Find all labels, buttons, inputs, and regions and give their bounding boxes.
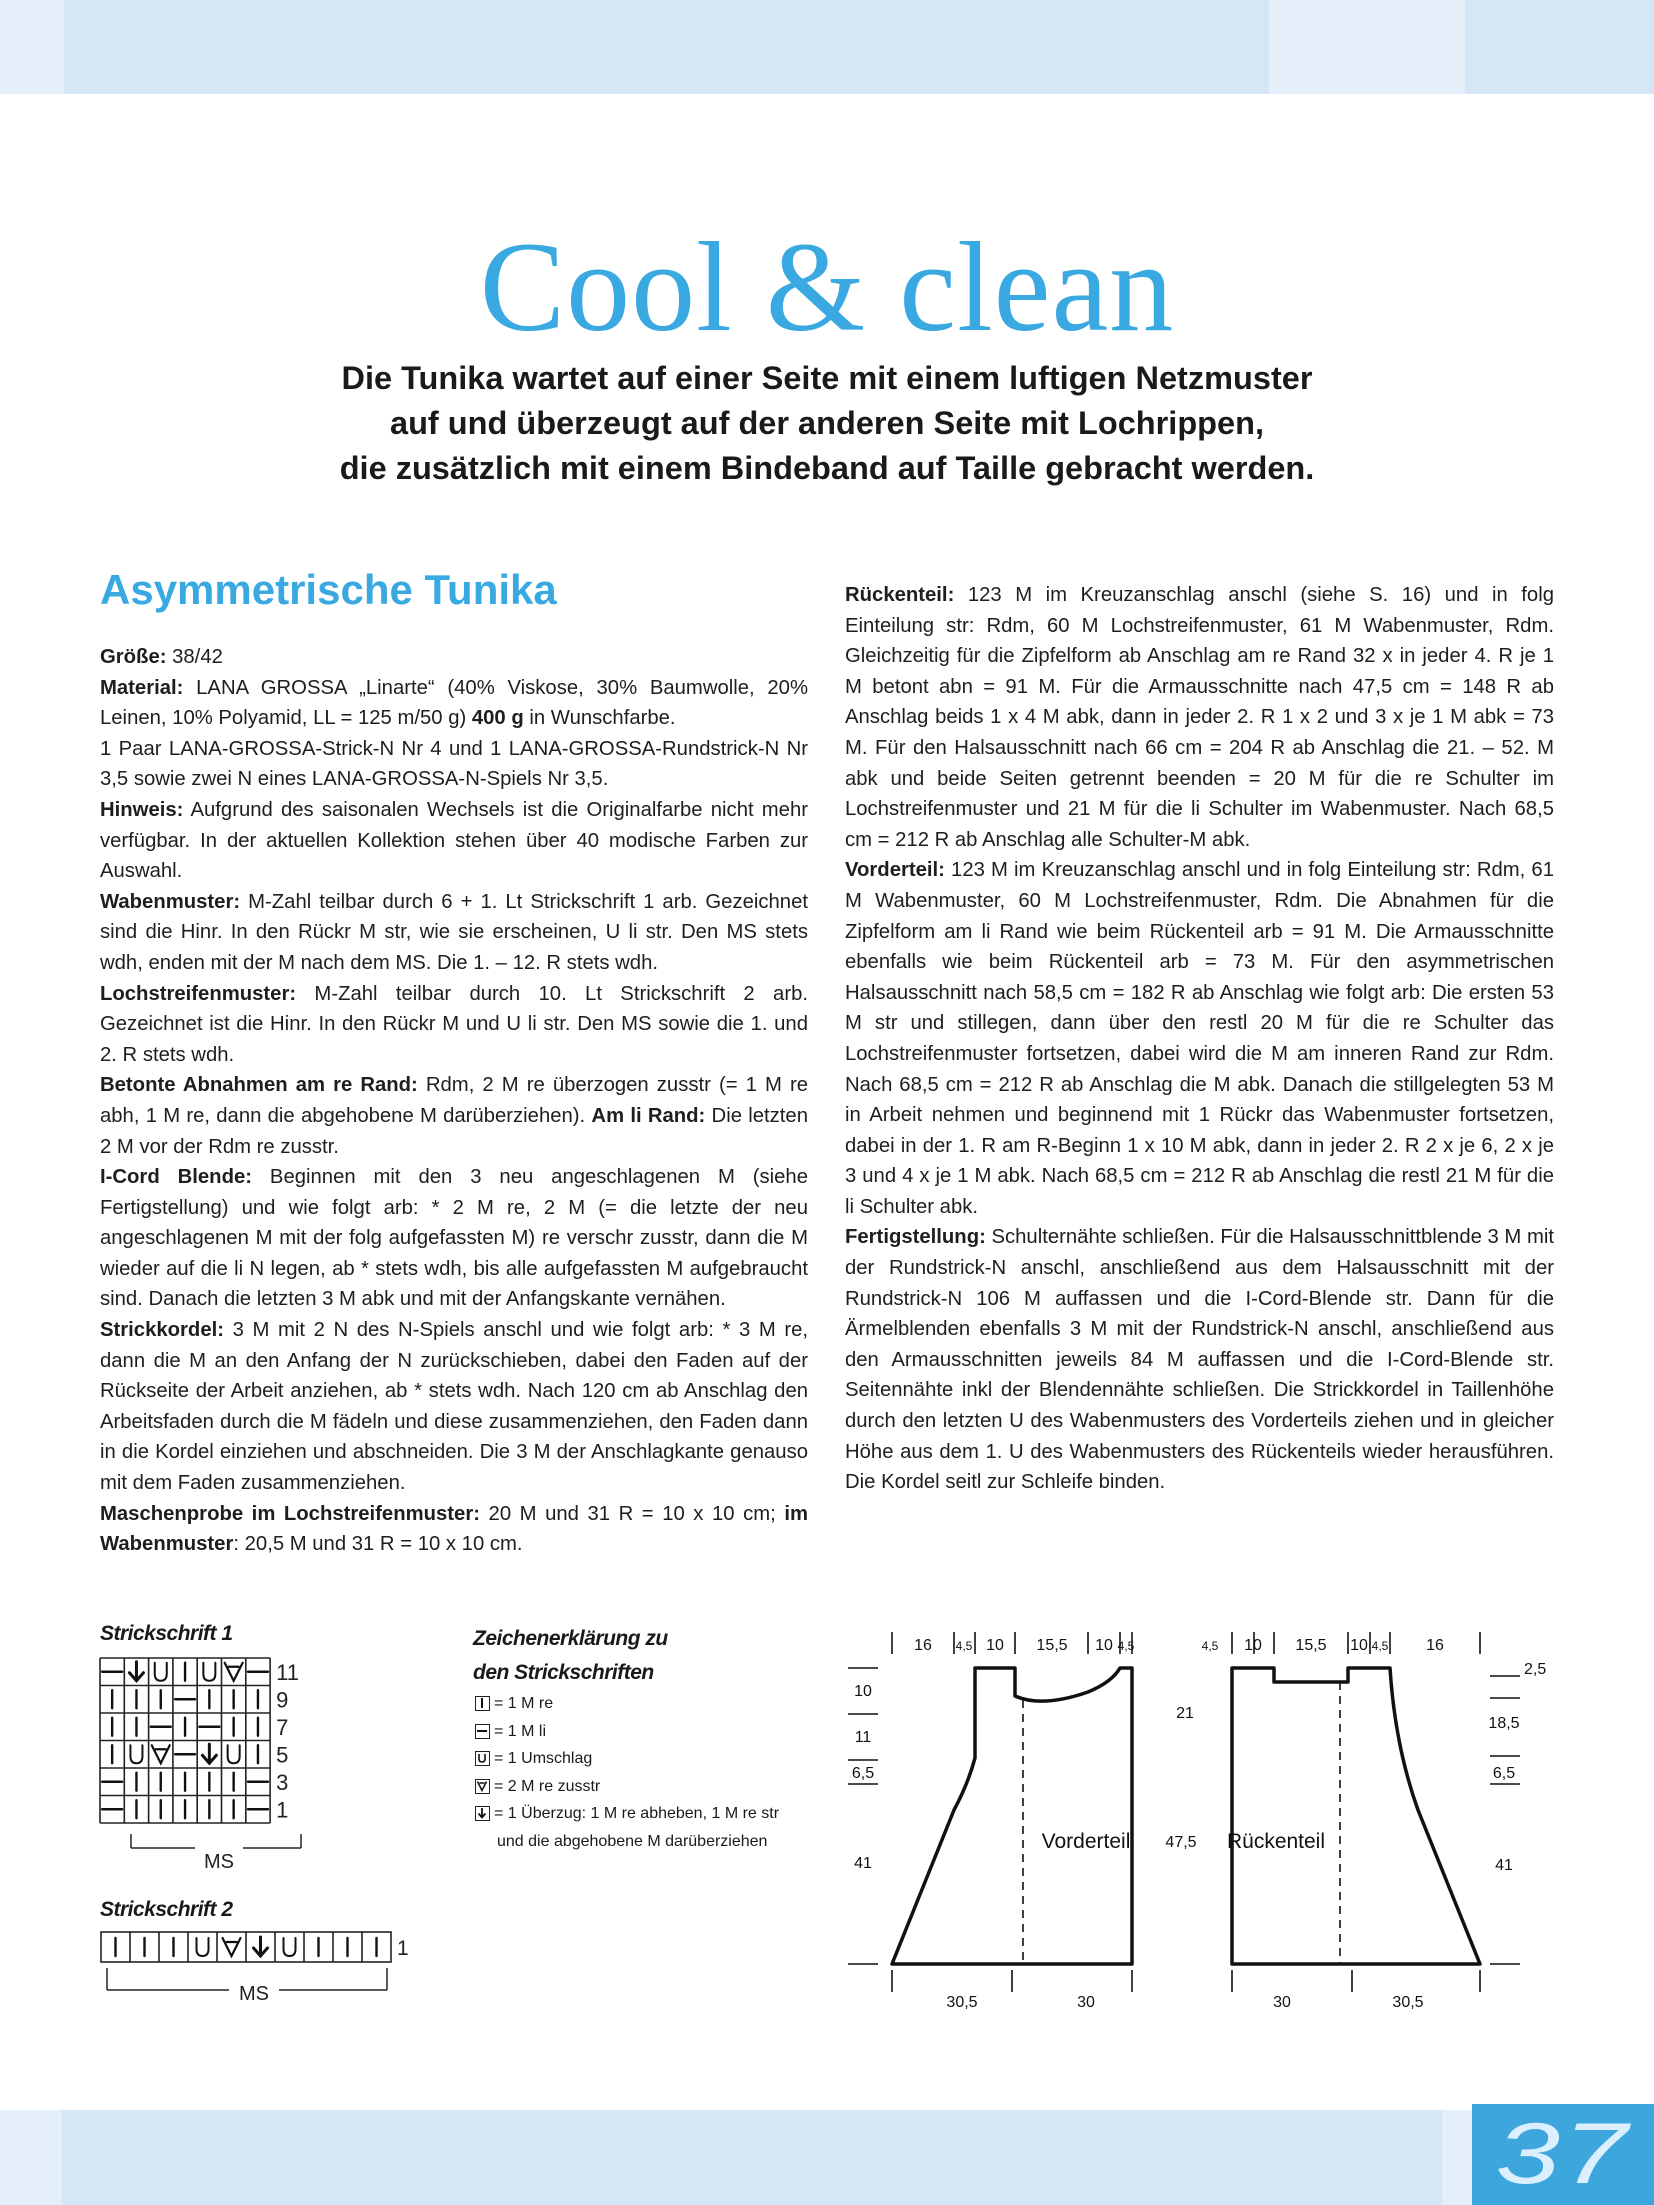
- dimension-label: 4,5: [955, 1639, 973, 1653]
- legend-caption-line: Zeichenerklärung zu: [473, 1627, 668, 1650]
- purl-symbol-icon: [475, 1724, 490, 1739]
- legend-item: [475, 1745, 835, 1773]
- page-title: Cool & clean: [479, 216, 1175, 358]
- stitch-symbol-icon: [203, 1663, 215, 1681]
- legend-caption: [473, 1622, 668, 1690]
- dimension-label: 41: [854, 1855, 872, 1872]
- dimension-label: 15,5: [1036, 1637, 1068, 1654]
- paragraph-label: Rückenteil:: [845, 584, 955, 606]
- paragraph-text: 3 M mit 2 N des N-Spiels anschl und wie folgt arb: * 3 M re, dann die M an den Anfang der N zurückschieben, dabei den Faden auf der Rückseite der Arbeit anziehen, ab * stets wdh. Nach 120 cm ab Anschlag den Arbeitsfaden durch die M fädeln und diese zusammenziehen, den Faden dann in die Kordel einziehen und abschneiden. Die 3 M der Anschlagkante genauso mit dem Faden zusammenziehen.: [100, 1319, 808, 1495]
- back-piece-outline: [1232, 1668, 1480, 1964]
- dimension-label: 10: [1244, 1637, 1262, 1654]
- chart1-ms-label: MS: [204, 1851, 234, 1873]
- chart2-ms-label: MS: [239, 1983, 269, 2005]
- instruction-paragraph: [100, 642, 808, 673]
- dimension-label: 4,5: [1201, 1639, 1219, 1653]
- instruction-paragraph: [100, 734, 808, 795]
- paragraph-label: Hinweis:: [100, 798, 184, 821]
- stitch-symbol-icon: [228, 1745, 240, 1763]
- dimension-label: 6,5: [1492, 1765, 1516, 1782]
- k2tog-symbol-icon: [475, 1779, 490, 1794]
- dimension-label: 4,5: [1371, 1639, 1389, 1653]
- legend-item: [475, 1718, 835, 1746]
- chart2-caption: Strickschrift 2: [100, 1898, 233, 1921]
- instruction-paragraph: [845, 1222, 1554, 1497]
- chart1-row-number: 9: [276, 1687, 289, 1713]
- paragraph-text: LANA GROSSA „Linarte“ (40% Viskose, 30% Baumwolle, 20% Leinen, 10% Polyamid, LL = 125 m/50 g): [100, 676, 808, 730]
- paragraph-label: I-Cord Blende:: [100, 1166, 252, 1189]
- front-piece-label: Vorderteil: [1041, 1830, 1131, 1853]
- paragraph-label: Vorderteil:: [845, 859, 945, 882]
- paragraph-label: Lochstreifenmuster:: [100, 982, 297, 1005]
- dimension-label: 16: [914, 1637, 932, 1654]
- stitch-symbol-icon: [130, 1745, 142, 1763]
- paragraph-text: 20 M und 31 R = 10 x 10 cm;: [480, 1502, 785, 1525]
- stitch-symbol-icon: [225, 1663, 243, 1681]
- article-heading: Asymmetrische Tunika: [100, 566, 557, 613]
- dimension-label: 16: [1426, 1637, 1444, 1654]
- instruction-paragraph: [845, 580, 1554, 855]
- chart1-row-number: 3: [276, 1769, 289, 1795]
- paragraph-text: 1 Paar LANA-GROSSA-Strick-N Nr 4 und 1 LANA-GROSSA-Rundstrick-N Nr 3,5 sowie zwei N eines LANA-GROSSA-N-Spiels Nr 3,5.: [100, 737, 808, 791]
- yarn-over-symbol-icon: [475, 1751, 490, 1766]
- paragraph-label: Material:: [100, 676, 184, 699]
- paragraph-text: M-Zahl teilbar durch 10. Lt Strickschrift 2 arb. Gezeichnet ist die Hinr. In den Rückr M und U li str. Den MS sowie die 1. und 2. R stets wdh.: [100, 982, 808, 1066]
- stitch-symbol-icon: [155, 1663, 167, 1681]
- instruction-paragraph: [100, 673, 808, 734]
- instruction-paragraph: [100, 979, 808, 1071]
- instructions-left-column: [100, 642, 808, 1560]
- chart1-row-number: 7: [276, 1714, 289, 1740]
- skp-symbol-icon: [475, 1806, 490, 1821]
- legend-list: [475, 1690, 835, 1855]
- stitch-symbol-icon: [129, 1662, 143, 1681]
- dimension-label: 4,5: [1117, 1639, 1135, 1653]
- page-number-text: 37: [1495, 2106, 1631, 2202]
- legend-caption-line: den Strickschriften: [473, 1661, 654, 1684]
- top-band: [0, 0, 1654, 94]
- paragraph-text: M-Zahl teilbar durch 6 + 1. Lt Strickschrift 1 arb. Gezeichnet sind die Hinr. In den Rückr M str, wie sie erscheinen, U li str. Den MS stets wdh, enden mit der M nach dem MS. Die 1. – 12. R stets wdh.: [100, 890, 808, 974]
- subtitle-line: auf und überzeugt auf der anderen Seite mit Lochrippen,: [390, 405, 1264, 441]
- top-band-segment: [64, 0, 1269, 94]
- bottom-band: [0, 2110, 1654, 2205]
- bottom-band-segment: [62, 2110, 1442, 2205]
- legend-text: = 1 M li: [494, 1722, 547, 1740]
- chart1-caption: Strickschrift 1: [100, 1622, 233, 1645]
- dimension-label: 30,5: [1392, 1994, 1424, 2011]
- instruction-paragraph: [100, 1162, 808, 1315]
- paragraph-text: in Wunschfarbe.: [523, 707, 676, 730]
- instruction-paragraph: [845, 855, 1554, 1222]
- subtitle-line: die zusätzlich mit einem Bindeband auf Taille gebracht werden.: [339, 450, 1315, 486]
- paragraph-label: 400 g: [471, 707, 524, 730]
- top-band-segment: [1465, 0, 1654, 94]
- dimension-label: 15,5: [1295, 1637, 1327, 1654]
- page-subtitle: [0, 356, 1654, 491]
- chart1-row-number: 11: [276, 1659, 299, 1685]
- dimension-label: 11: [854, 1729, 872, 1746]
- chart1-diagram: [95, 1652, 365, 1880]
- paragraph-label: Fertigstellung:: [845, 1226, 986, 1249]
- legend-text: = 2 M re zusstr: [494, 1777, 601, 1795]
- paragraph-label: Betonte Abnahmen am re Rand:: [100, 1074, 418, 1097]
- instruction-paragraph: [100, 1315, 808, 1499]
- dimension-label: 47,5: [1165, 1834, 1197, 1851]
- chart1-row-number: 5: [276, 1742, 289, 1768]
- dimension-label: 30,5: [946, 1994, 978, 2011]
- paragraph-text: 123 M im Kreuzanschlag anschl und in folg Einteilung str: Rdm, 61 M Wabenmuster, 60 M Lochstreifenmuster, Rdm. Die Abnahmen für die Zipfelform am li Rand wie beim Rückenteil arb = 91 M. Die Armausschnitte ebenfalls wie beim Rückenteil arb = 73 M. Für den asymmetrischen Halsausschnitt nach 58,5 cm = 182 R ab Anschlag wie folgt arb: Die ersten 53 M str und stillegen, dann über den restl 20 M für die re Schulter das Lochstreifenmuster fortsetzen, dabei wird die M am inneren Rand zur Rdm. Nach 68,5 cm = 212 R ab Anschlag die M abk. Danach die stillgelegten 53 M in Arbeit nehmen und beginnend mit 1 Rückr das Wabenmuster fortsetzen, dabei in der 1. R am R-Beginn 1 x 10 M abk, dann in jeder 2. R 2 x je 6, 2 x je 3 und 4 x je 1 M abk. Nach 68,5 cm = 212 R ab Anschlag die restl 21 M für die li Schulter abk.: [845, 859, 1554, 1218]
- dimension-label: 21: [1176, 1705, 1194, 1722]
- legend-item-continuation: und die abgehobene M darüberziehen: [497, 1832, 768, 1850]
- chart1-row-numbers: [276, 1660, 299, 1823]
- chart2-row-number: 1: [397, 1937, 409, 1960]
- dimension-label: 18,5: [1488, 1715, 1520, 1732]
- legend-item: [475, 1690, 835, 1718]
- paragraph-text: 123 M im Kreuzanschlag anschl (siehe S. 16) und in folg Einteilung str: Rdm, 60 M Lochstreifenmuster, 61 M Wabenmuster, Rdm. Gleichzeitig für die Zipfelform ab Anschlag am re Rand 32 x in jeder 4. R je 1 M betont abn = 91 M. Für die Armausschnitte nach 47,5 cm = 148 R ab Anschlag beids 1 x 4 M abk, dann in jeder 2. R 1 x 2 und 3 x je 1 M abk = 73 M. Für den Halsausschnitt nach 66 cm = 204 R ab Anschlag die 21. – 52. M abk und beide Seiten getrennt beenden = 20 M für die re Schulter im Lochstreifenmuster und 21 M für die li Schulter im Wabenmuster. Nach 68,5 cm = 212 R ab Anschlag alle Schulter-M abk.: [845, 584, 1554, 851]
- dimension-label: 2,5: [1524, 1661, 1547, 1678]
- stitch-symbol-icon: [152, 1745, 170, 1763]
- dimension-label: 10: [1095, 1637, 1113, 1654]
- legend-text: = 1 Umschlag: [494, 1750, 593, 1767]
- back-piece-label: Rückenteil: [1226, 1830, 1326, 1853]
- paragraph-text: Aufgrund des saisonalen Wechsels ist die Originalfarbe nicht mehr verfügbar. In der aktuellen Kollektion stehen über 40 modische Farben zur Auswahl.: [100, 798, 808, 883]
- paragraph-text: Rdm, 2 M re überzogen zusstr (= 1 M re abh, 1 M re, dann die abgehobene M darüberziehen).: [100, 1074, 808, 1127]
- knit-symbol-icon: [475, 1696, 490, 1711]
- chart1-grid: [100, 1658, 270, 1823]
- paragraph-label: Wabenmuster:: [100, 890, 241, 913]
- dimension-label: 10: [1350, 1637, 1368, 1654]
- dimension-label: 6,5: [851, 1765, 875, 1782]
- dimension-label: 30: [1273, 1994, 1291, 2011]
- paragraph-text: Die letzten 2 M vor der Rdm re zusstr.: [100, 1104, 808, 1158]
- stitch-symbol-icon: [254, 1937, 268, 1956]
- dimension-label: 10: [986, 1637, 1004, 1654]
- stitch-symbol-icon: [197, 1938, 209, 1956]
- chart1-row-number: 1: [276, 1797, 289, 1823]
- instruction-paragraph: [100, 1499, 808, 1560]
- paragraph-label: Am li Rand:: [591, 1104, 706, 1127]
- front-piece-outline: [892, 1668, 1132, 1964]
- instruction-paragraph: [100, 1070, 808, 1162]
- legend-item: [475, 1800, 835, 1828]
- dimension-label: 30: [1077, 1994, 1095, 2011]
- paragraph-text: Beginnen mit den 3 neu angeschlagenen M (siehe Fertigstellung) und wie folgt arb: * 2 M re, 2 M (= die letzte der neu angeschlagenen M mit der folg aufgefassten M) re verschr zusstr, dann die M wieder auf die li N legen, ab * stets wdh, bis alle aufgefassten M aufgebraucht sind. Danach die letzten 3 M abk und mit der Anfangskante vernähen.: [100, 1166, 808, 1311]
- stitch-symbol-icon: [202, 1744, 216, 1763]
- garment-schematic: [840, 1618, 1560, 2018]
- paragraph-label: Größe:: [100, 646, 167, 668]
- instruction-paragraph: [100, 887, 808, 979]
- subtitle-line: Die Tunika wartet auf einer Seite mit einem luftigen Netzmuster: [341, 360, 1313, 396]
- stitch-symbol-icon: [284, 1938, 296, 1956]
- legend-text: = 1 Überzug: 1 M re abheben, 1 M re str: [494, 1805, 780, 1822]
- paragraph-text: : 20,5 M und 31 R = 10 x 10 cm.: [233, 1533, 523, 1556]
- paragraph-label: Maschenprobe im Lochstreifenmuster:: [100, 1502, 480, 1525]
- legend-item: [475, 1773, 835, 1801]
- paragraph-text: Schulternähte schließen. Für die Halsausschnittblende 3 M mit der Rundstrick-N anschl, anschließend aus dem Halsausschnitt mit der Rundstrick-N 106 M auffassen und die I-Cord-Blende str. Dann für die Ärmelblenden ebenfalls 3 M mit der Rundstrick-N anschl, anschließend aus den Armausschnitten jeweils 84 M auffassen und die I-Cord-Blende str. Seitennähte inkl der Blendennähte schließen. Die Strickkordel in Taillenhöhe durch den letzten U des Wabenmusters des Vorderteils ziehen und in gleicher Höhe aus dem 1. U des Wabenmusters des Rückenteils wieder herausführen. Die Kordel seitl zur Schleife binden.: [845, 1226, 1554, 1494]
- paragraph-label: Strickkordel:: [100, 1319, 224, 1342]
- stitch-symbol-icon: [223, 1938, 241, 1956]
- instruction-paragraph: [100, 795, 808, 887]
- chart2-repeat-bracket: [107, 1968, 387, 2005]
- instructions-right-column: [845, 580, 1554, 1498]
- paragraph-label: im Wabenmuster: [100, 1502, 808, 1556]
- chart1-repeat-bracket: [131, 1834, 301, 1873]
- dimension-label: 41: [1495, 1857, 1513, 1874]
- paragraph-text: 38/42: [166, 646, 223, 668]
- chart2-diagram: [95, 1928, 425, 2010]
- page-number: [1472, 2104, 1654, 2205]
- legend-text: = 1 M re: [494, 1695, 554, 1712]
- dimension-label: 10: [854, 1683, 872, 1700]
